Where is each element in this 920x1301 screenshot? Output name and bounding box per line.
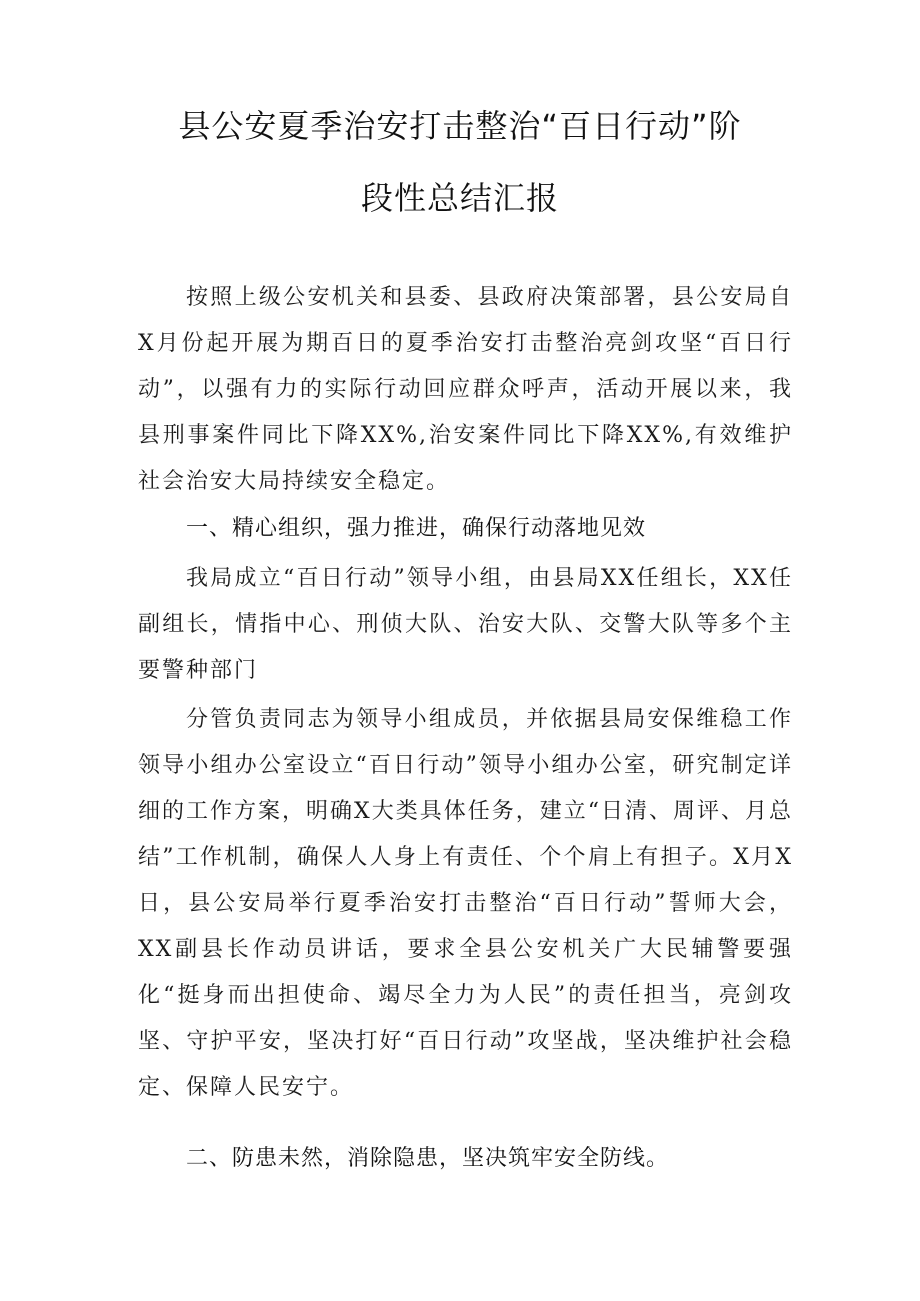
document-title-line-1: 县公安夏季治安打击整治“百日行动”阶	[178, 107, 742, 145]
section-heading-2: 二、防患未然，消除隐患，坚决筑牢安全防线。	[186, 1146, 670, 1171]
document-title-line-2: 段性总结汇报	[360, 179, 559, 217]
section1-paragraph-2: 分管负责同志为领导小组成员，并依据县局安保维稳工作领导小组办公室设立“百日行动”领导小组办公室，研究制定详细的工作方案，明确X大类具体任务，建立“日清、周评、月总结”工作机制，确保人人身上有责任、个个肩上有担子。X月X日，县公安局举行夏季治安打击整治“百日行动”誓师大会，XX副县长作动员讲话，要求全县公安机关广大民辅警要强化“挺身而出担使命、竭尽全力为人民”的责任担当，亮剑攻坚、守护平安，坚决打好“百日行动”攻坚战，坚决维护社会稳定、保障人民安宁。	[138, 707, 793, 1100]
section1-paragraph-1: 我局成立“百日行动”领导小组，由县局XX任组长，XX任副组长，情指中心、刑侦大队、治安大队、交警大队等多个主要警种部门	[138, 566, 793, 683]
section-heading-1: 一、精心组织，强力推进，确保行动落地见效	[186, 516, 647, 541]
intro-paragraph: 按照上级公安机关和县委、县政府决策部署，县公安局自X月份起开展为期百日的夏季治安打击整治亮剑攻坚“百日行动”，以强有力的实际行动回应群众呼声，活动开展以来，我县刑事案件同比下降XX%,治安案件同比下降XX%,有效维护社会治安大局持续安全稳定。	[138, 285, 793, 494]
